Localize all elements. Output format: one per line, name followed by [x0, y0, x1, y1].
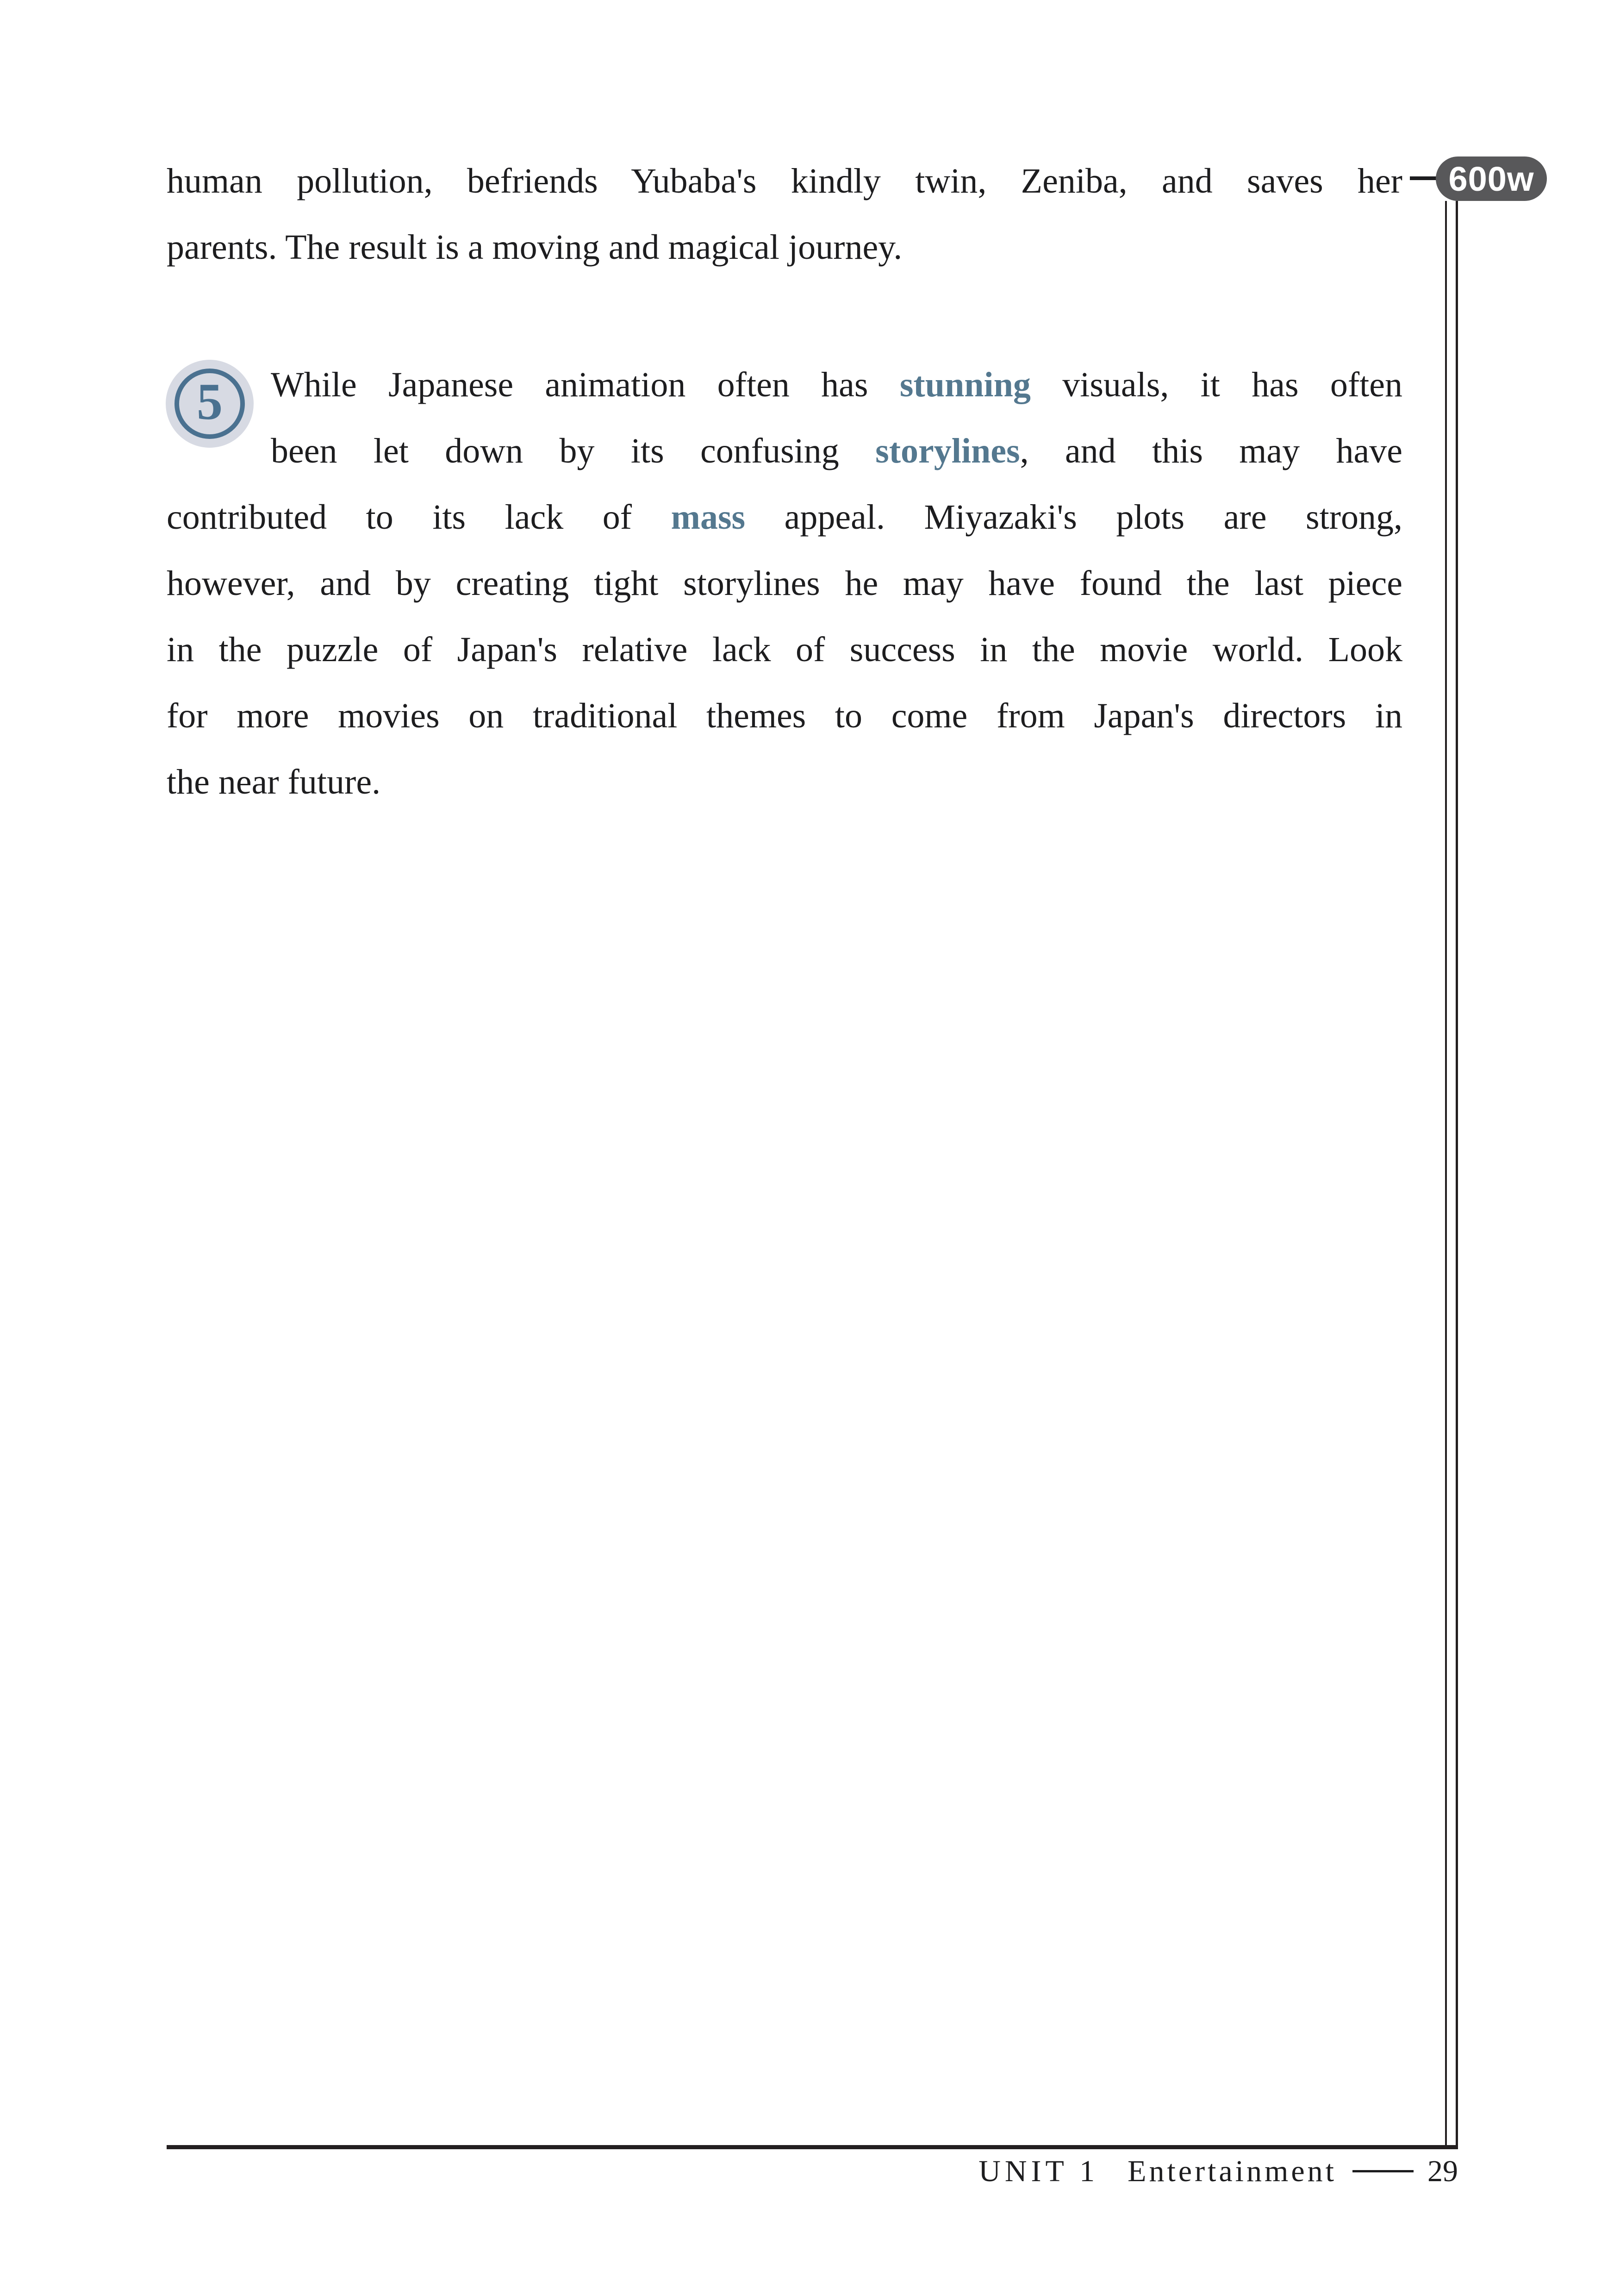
body-text: the near future.	[167, 763, 381, 801]
text-line	[167, 551, 1402, 617]
body-text: in the puzzle of Japan's relative lack of success in the movie world. Look	[167, 630, 1402, 669]
body-text: While Japanese animation often has	[271, 365, 900, 404]
body-text: appeal. Miyazaki's plots are strong,	[745, 498, 1402, 537]
body-text: however, and by creating tight storylines he may have found the last piece	[167, 564, 1402, 603]
footer-section-label: Entertainment	[1128, 2154, 1337, 2188]
body-text: been let down by its confusing	[271, 432, 876, 470]
keyword-text: storylines	[875, 432, 1020, 470]
page-number: 29	[1427, 2154, 1458, 2188]
badge-connector-line	[1410, 176, 1439, 180]
body-text: contributed to its lack of	[167, 498, 671, 537]
text-line	[167, 418, 1402, 484]
keyword-text: mass	[671, 498, 746, 537]
body-text: for more movies on traditional themes to come from Japan's directors in	[167, 696, 1402, 735]
margin-double-rule-left	[1445, 201, 1447, 2146]
page-footer	[978, 2154, 1458, 2189]
word-count-badge	[1436, 156, 1547, 201]
keyword-text: stunning	[899, 365, 1031, 404]
body-text: human pollution, befriends Yubaba's kindly twin, Zeniba, and saves her	[167, 162, 1402, 200]
footer-dash	[1352, 2170, 1414, 2172]
body-text: visuals, it has often	[1030, 365, 1403, 404]
footer-rule	[167, 2145, 1458, 2149]
paragraph-continuation	[167, 148, 1402, 281]
text-line	[167, 617, 1402, 683]
text-line	[167, 683, 1402, 749]
paragraph-5	[167, 352, 1402, 815]
text-line	[167, 214, 1402, 281]
paragraph-number: 5	[197, 373, 223, 431]
footer-unit-label: UNIT 1	[978, 2154, 1099, 2188]
text-line	[167, 749, 1402, 815]
text-line	[167, 484, 1402, 551]
margin-double-rule-right	[1456, 201, 1458, 2146]
body-text: , and this may have	[1020, 432, 1402, 470]
word-count-label: 600w	[1448, 159, 1534, 198]
body-text: parents. The result is a moving and magical journey.	[167, 228, 903, 267]
text-line	[167, 352, 1402, 418]
text-line	[167, 148, 1402, 214]
